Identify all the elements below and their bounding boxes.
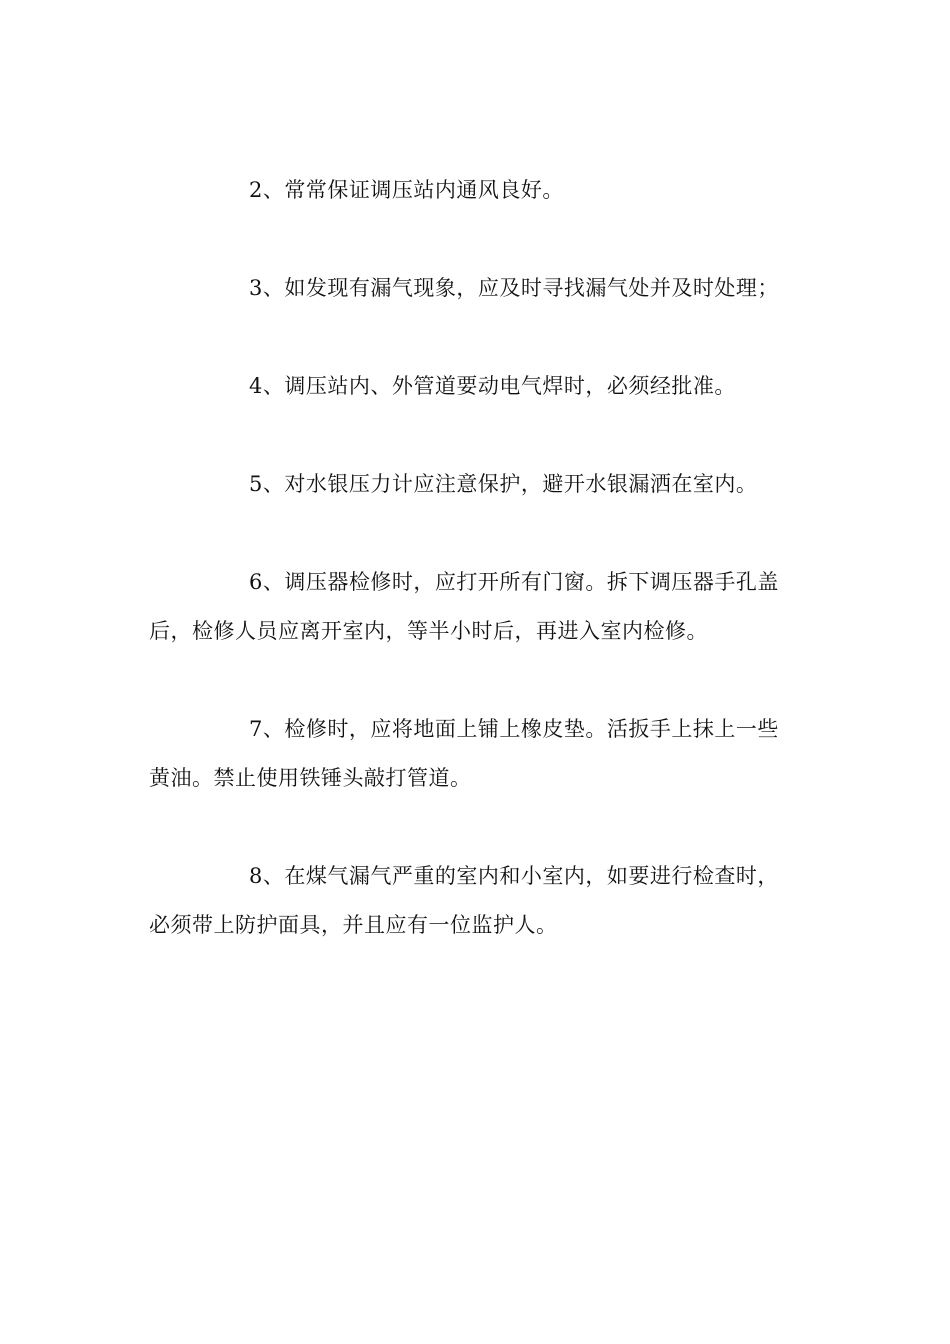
document-body [149,166,799,999]
paragraph-item-5: 5、对水银压力计应注意保护，避开水银漏洒在室内。 [249,472,758,496]
paragraph-item-2: 2、常常保证调压站内通风良好。 [249,178,564,202]
paragraph-item-4: 4、调压站内、外管道要动电气焊时，必须经批准。 [249,374,736,398]
paragraph-item-3: 3、如发现有漏气现象，应及时寻找漏气处并及时处理； [249,276,779,300]
paragraph-item-6: 6、调压器检修时，应打开所有门窗。拆下调压器手孔盖后，检修人员应离开室内，等半小时后，再进入室内检修。 [149,570,779,643]
paragraph-item-8: 8、在煤气漏气严重的室内和小室内，如要进行检查时，必须带上防护面具，并且应有一位监护人。 [149,864,779,937]
paragraph-item-7: 7、检修时，应将地面上铺上橡皮垫。活扳手上抹上一些黄油。禁止使用铁锤头敲打管道。 [149,717,779,790]
